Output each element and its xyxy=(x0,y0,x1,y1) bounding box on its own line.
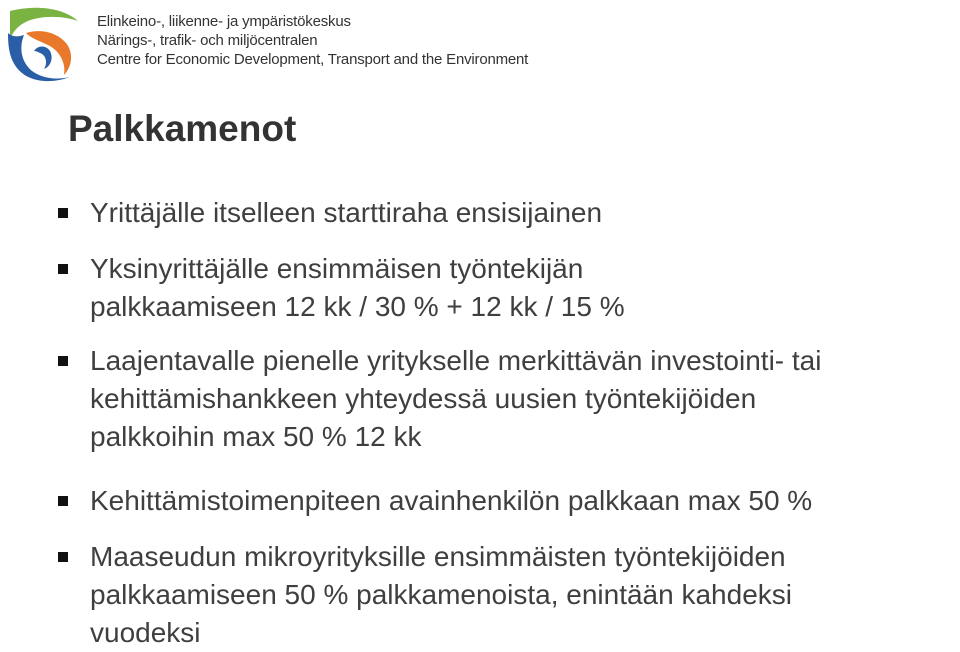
bullet-text xyxy=(90,342,960,456)
bullet-line: palkkoihin max 50 % 12 kk xyxy=(90,421,422,452)
bullet-text xyxy=(90,194,960,232)
org-name-swedish: Närings-, trafik- och miljöcentralen xyxy=(97,32,318,49)
bullet-line: Yksinyrittäjälle ensimmäisen työntekijän xyxy=(90,253,584,284)
square-bullet-icon xyxy=(58,496,68,506)
bullet-line: Maaseudun mikroyrityksille ensimmäisten työntekijöiden xyxy=(90,541,786,572)
org-name-english: Centre for Economic Development, Transport and the Environment xyxy=(97,51,529,68)
bullet-line: Kehittämistoimenpiteen avainhenkilön palkkaan max 50 % xyxy=(90,485,813,516)
ely-centre-logo-icon xyxy=(4,3,82,83)
square-bullet-icon xyxy=(58,208,68,218)
slide-title: Palkkamenot xyxy=(68,108,297,149)
org-name-finnish: Elinkeino-, liikenne- ja ympäristökeskus xyxy=(97,13,351,30)
bullet-text xyxy=(90,250,960,326)
bullet-line: Yrittäjälle itselleen starttiraha ensisijainen xyxy=(90,197,603,228)
square-bullet-icon xyxy=(58,552,68,562)
bullet-text xyxy=(90,538,960,652)
organization-names xyxy=(97,12,528,69)
header xyxy=(0,0,960,90)
bullet-line: vuodeksi xyxy=(90,617,201,648)
square-bullet-icon xyxy=(58,264,68,274)
square-bullet-icon xyxy=(58,356,68,366)
bullet-line: kehittämishankkeen yhteydessä uusien työntekijöiden xyxy=(90,383,757,414)
bullet-text xyxy=(90,482,960,520)
bullet-line: Laajentavalle pienelle yritykselle merkittävän investointi- tai xyxy=(90,345,822,376)
bullet-line: palkkaamiseen 12 kk / 30 % + 12 kk / 15 % xyxy=(90,291,625,322)
bullet-line: palkkaamiseen 50 % palkkamenoista, enintään kahdeksi xyxy=(90,579,792,610)
